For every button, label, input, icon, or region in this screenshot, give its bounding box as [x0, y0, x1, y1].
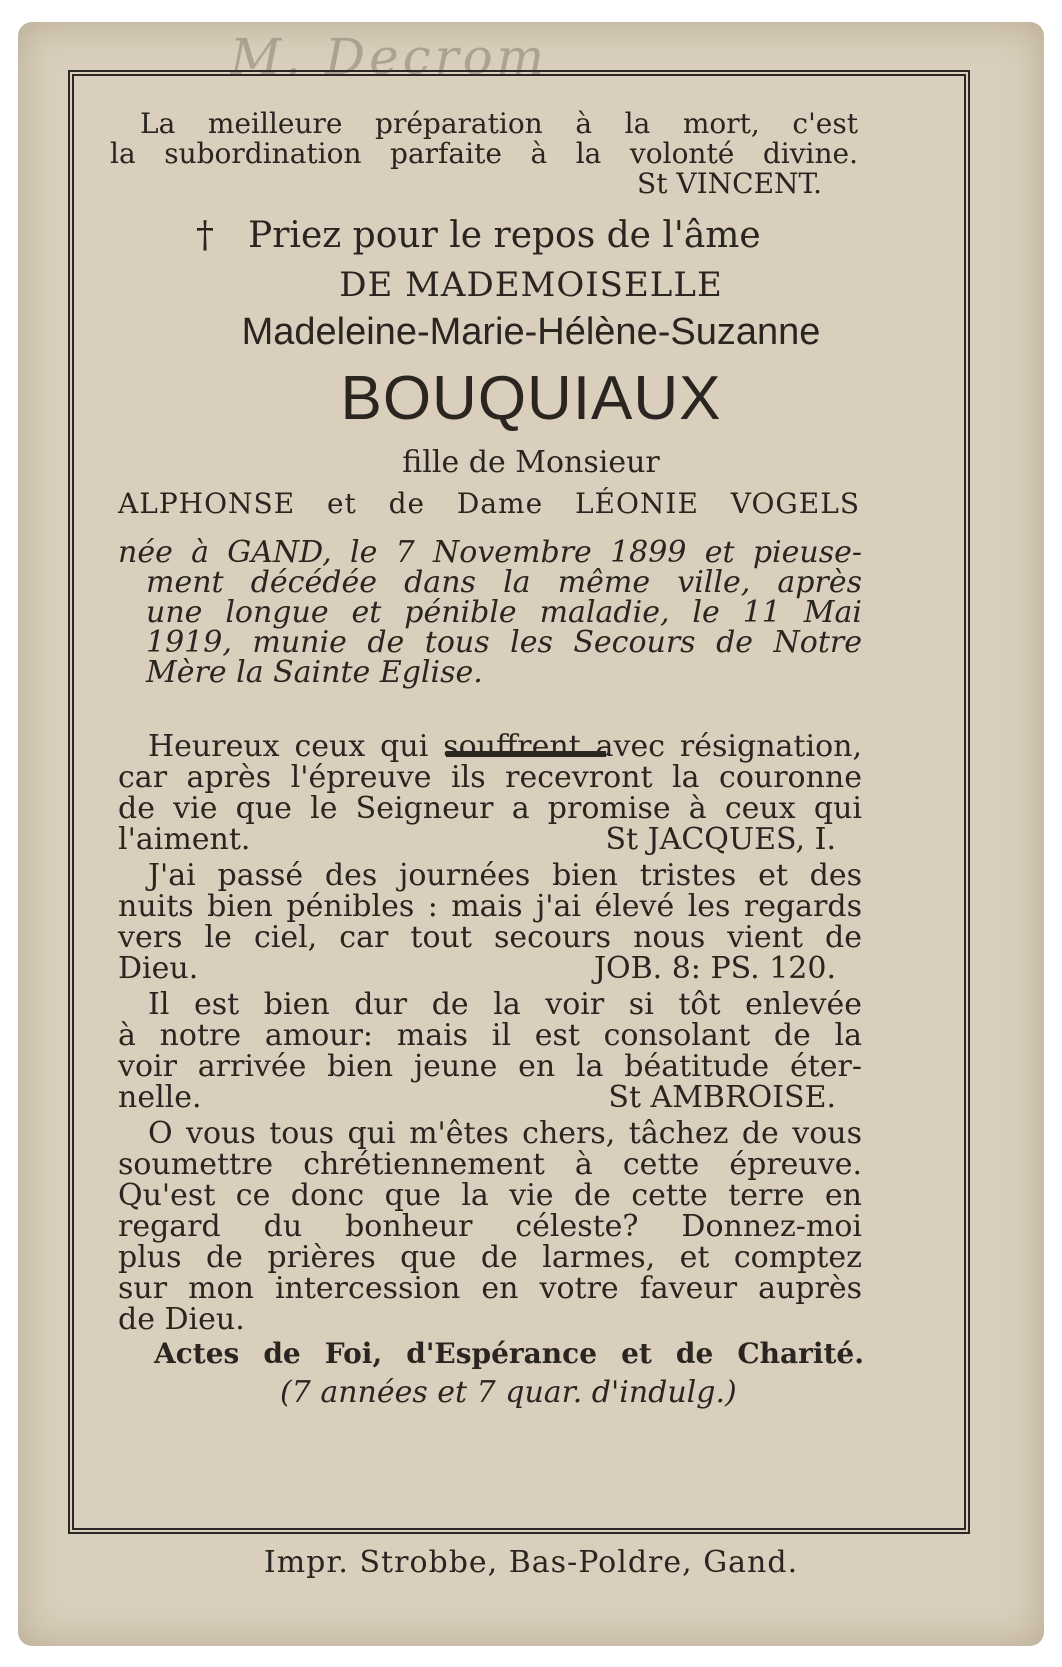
para3-line-1: Il est bien dur de la voir si tôt enlevée: [148, 987, 862, 1022]
para4-line-4: regard du bonheur céleste? Donnez-moi: [118, 1209, 862, 1244]
closing-acts: Actes de Foi, d'Espérance et de Charité.: [154, 1337, 864, 1370]
para4-line-2: soumettre chrétiennement à cette épreuve.: [118, 1147, 862, 1182]
para3-attribution: St AMBROISE.: [608, 1080, 836, 1115]
cross-icon: †: [196, 215, 214, 256]
para4-line-5: plus de prières que de larmes, et comptez: [118, 1240, 862, 1275]
para2-line-2: nuits bien pénibles : mais j'ai élevé les regards: [118, 889, 862, 924]
para2-line-1: J'ai passé des journées bien tristes et des: [148, 858, 862, 893]
para2-line-4: Dieu.: [118, 951, 199, 986]
para1-attribution: St JACQUES, I.: [605, 822, 836, 857]
para4-line-7: de Dieu.: [118, 1302, 245, 1337]
para1-line-4: l'aiment.: [118, 822, 251, 857]
biography-line-1: née à GAND, le 7 Novembre 1899 et pieuse-: [118, 535, 862, 570]
surname: BOUQUIAUX: [340, 364, 722, 433]
para1-line-2: car après l'épreuve ils recevront la couronne: [118, 760, 862, 795]
para3-line-4: nelle.: [118, 1080, 202, 1115]
prayer-heading: Priez pour le repos de l'âme: [248, 215, 761, 256]
para3-line-2: à notre amour: mais il est consolant de la: [118, 1018, 862, 1053]
para1-line-3: de vie que le Seigneur a promise à ceux qui: [118, 791, 862, 826]
quote1-attribution: St VINCENT.: [637, 167, 822, 200]
para1-line-1: Heureux ceux qui souffrent avec résignation,: [148, 729, 862, 764]
given-names: Madeleine-Marie-Hélène-Suzanne: [241, 311, 821, 353]
para4-line-6: sur mon intercession en votre faveur auprès: [118, 1271, 862, 1306]
parents-line-1: fille de Monsieur: [402, 445, 660, 480]
para4-line-1: O vous tous qui m'êtes chers, tâchez de vous: [148, 1116, 862, 1151]
para3-line-3: voir arrivée bien jeune en la béatitude éter-: [118, 1049, 862, 1084]
quote1-line-1: La meilleure préparation à la mort, c'est: [140, 107, 858, 140]
handwritten-note: M. Decrom: [230, 28, 549, 86]
quote1-line-2: la subordination parfaite à la volonté divine.: [110, 137, 858, 170]
biography-line-4: 1919, munie de tous les Secours de Notre: [146, 625, 862, 660]
closing-indulgence: (7 années et 7 quar. d'indulg.): [280, 1375, 737, 1410]
para2-line-3: vers le ciel, car tout secours nous vient de: [118, 920, 862, 955]
printer-imprint: Impr. Strobbe, Bas-Poldre, Gand.: [263, 1545, 799, 1580]
title-line: DE MADEMOISELLE: [339, 265, 723, 305]
para2-attribution: JOB. 8: PS. 120.: [593, 951, 836, 986]
biography-line-5: Mère la Sainte Eglise.: [146, 655, 483, 690]
biography-line-2: ment décédée dans la même ville, après: [146, 565, 862, 600]
parents-line-2: ALPHONSE et de Dame LÉONIE VOGELS: [118, 487, 860, 520]
para4-line-3: Qu'est ce donc que la vie de cette terre en: [118, 1178, 862, 1213]
biography-line-3: une longue et pénible maladie, le 11 Mai: [146, 595, 862, 630]
